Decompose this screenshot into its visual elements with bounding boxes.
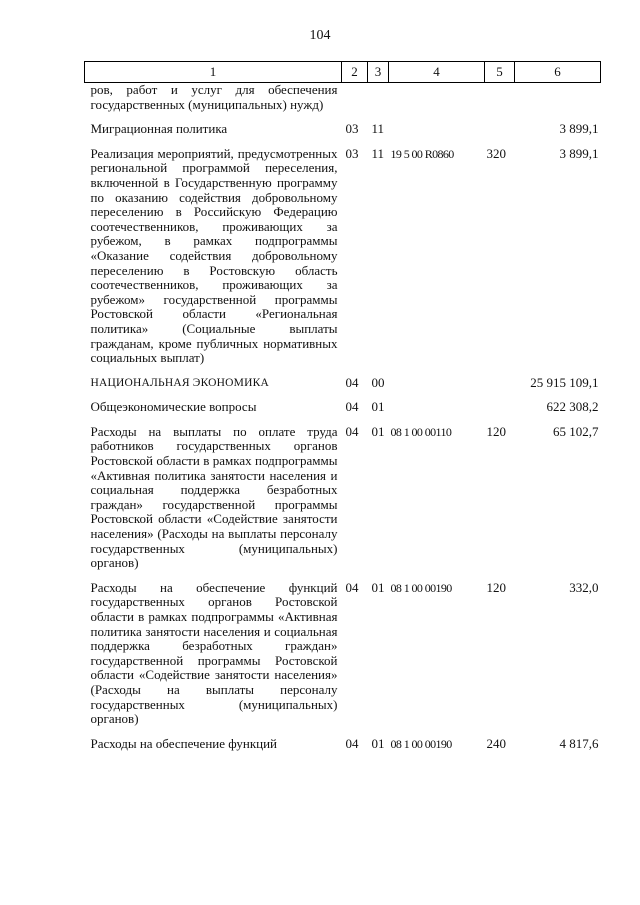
row-subsection: 01: [371, 423, 385, 439]
row-subsection: 00: [371, 374, 385, 390]
table-row: [85, 141, 601, 370]
table-row: [85, 419, 601, 575]
budget-table: [84, 61, 601, 755]
header-col-2: 2: [342, 62, 368, 83]
row-expense-type: 120: [486, 423, 506, 439]
table-row: [85, 575, 601, 731]
row-expense-type: [485, 83, 515, 117]
row-amount: 65 102,7: [553, 423, 599, 439]
row-name: ров, работ и услуг для обеспечения государственных (муниципальных) нужд): [90, 82, 338, 112]
row-section: [342, 83, 368, 117]
row-subsection: 11: [371, 121, 385, 137]
row-amount: 622 308,2: [546, 399, 599, 415]
row-target-article: [389, 83, 485, 117]
row-amount: 3 899,1: [559, 121, 599, 137]
row-subsection: 11: [371, 145, 385, 161]
row-name: НАЦИОНАЛЬНАЯ ЭКОНОМИКА: [90, 376, 269, 389]
row-expense-type: 240: [486, 735, 506, 751]
row-name: Расходы на выплаты по оплате труда работников государственных органов Ростовской области в рамках подпрограммы «Активная политика занятости населения и социальная поддержка безработных граждан» государственной программы Ростовской области «Содействие занятости населения» (Расходы на выплаты персоналу государственных (муниципальных) органов): [90, 423, 338, 571]
header-col-4: 4: [389, 62, 485, 83]
row-amount: 25 915 109,1: [530, 374, 599, 390]
row-name: Реализация мероприятий, предусмотренных региональной программой переселения, включенной в Государственную программу по оказанию содействия добровольному переселению в Российскую Федерацию соотечественников, проживающих за рубежом, в рамках подпрограммы «Оказание содействия добровольному переселению в Ростовскую область соотечественников, проживающих за рубежом» государственной программы Ростовской области «Региональная политика» (Социальные выплаты гражданам, кроме публичных нормативных социальных выплат): [90, 145, 338, 366]
row-subsection: 01: [371, 399, 385, 415]
row-section: 04: [345, 423, 359, 439]
row-name: Общеэкономические вопросы: [90, 399, 257, 415]
row-expense-type: [485, 394, 515, 419]
row-expense-type: 320: [486, 145, 506, 161]
row-target-article: 08 1 00 00190: [390, 736, 452, 751]
header-row: [85, 62, 601, 83]
row-amount: 4 817,6: [559, 735, 599, 751]
row-subsection: 01: [371, 579, 385, 595]
header-col-3: 3: [368, 62, 389, 83]
row-name: Расходы на обеспечение функций: [90, 735, 278, 751]
table-row: [85, 83, 601, 117]
row-section: 04: [345, 735, 359, 751]
row-target-article: 08 1 00 00110: [390, 424, 452, 439]
row-section: 03: [345, 121, 359, 137]
row-target-article: 08 1 00 00190: [390, 580, 452, 595]
row-subsection: [368, 83, 389, 117]
header-col-5: 5: [485, 62, 515, 83]
row-target-article: [389, 116, 485, 141]
table-row: [85, 116, 601, 141]
header-col-6: 6: [515, 62, 601, 83]
row-section: 04: [345, 579, 359, 595]
row-section: 03: [345, 145, 359, 161]
header-col-1: 1: [85, 62, 342, 83]
row-amount: [515, 83, 601, 117]
row-amount: 332,0: [569, 579, 599, 595]
row-expense-type: [485, 116, 515, 141]
row-amount: 3 899,1: [559, 145, 599, 161]
row-section: 04: [345, 399, 359, 415]
row-target-article: [389, 370, 485, 395]
page-number: 104: [309, 28, 331, 43]
table-row: [85, 394, 601, 419]
table-row: [85, 370, 601, 395]
row-expense-type: [485, 370, 515, 395]
table-row: [85, 731, 601, 756]
row-name: Расходы на обеспечение функций государственных органов Ростовской области в рамках подпрограммы «Активная политика занятости населения и социальная поддержка безработных граждан» государственной программы Ростовской области «Содействие занятости населения» (Расходы на выплаты персоналу государственных (муниципальных) органов): [90, 579, 338, 727]
row-subsection: 01: [371, 735, 385, 751]
row-target-article: [389, 394, 485, 419]
row-name: Миграционная политика: [90, 121, 228, 137]
row-expense-type: 120: [486, 579, 506, 595]
row-section: 04: [345, 374, 359, 390]
row-target-article: 19 5 00 R0860: [390, 146, 454, 161]
